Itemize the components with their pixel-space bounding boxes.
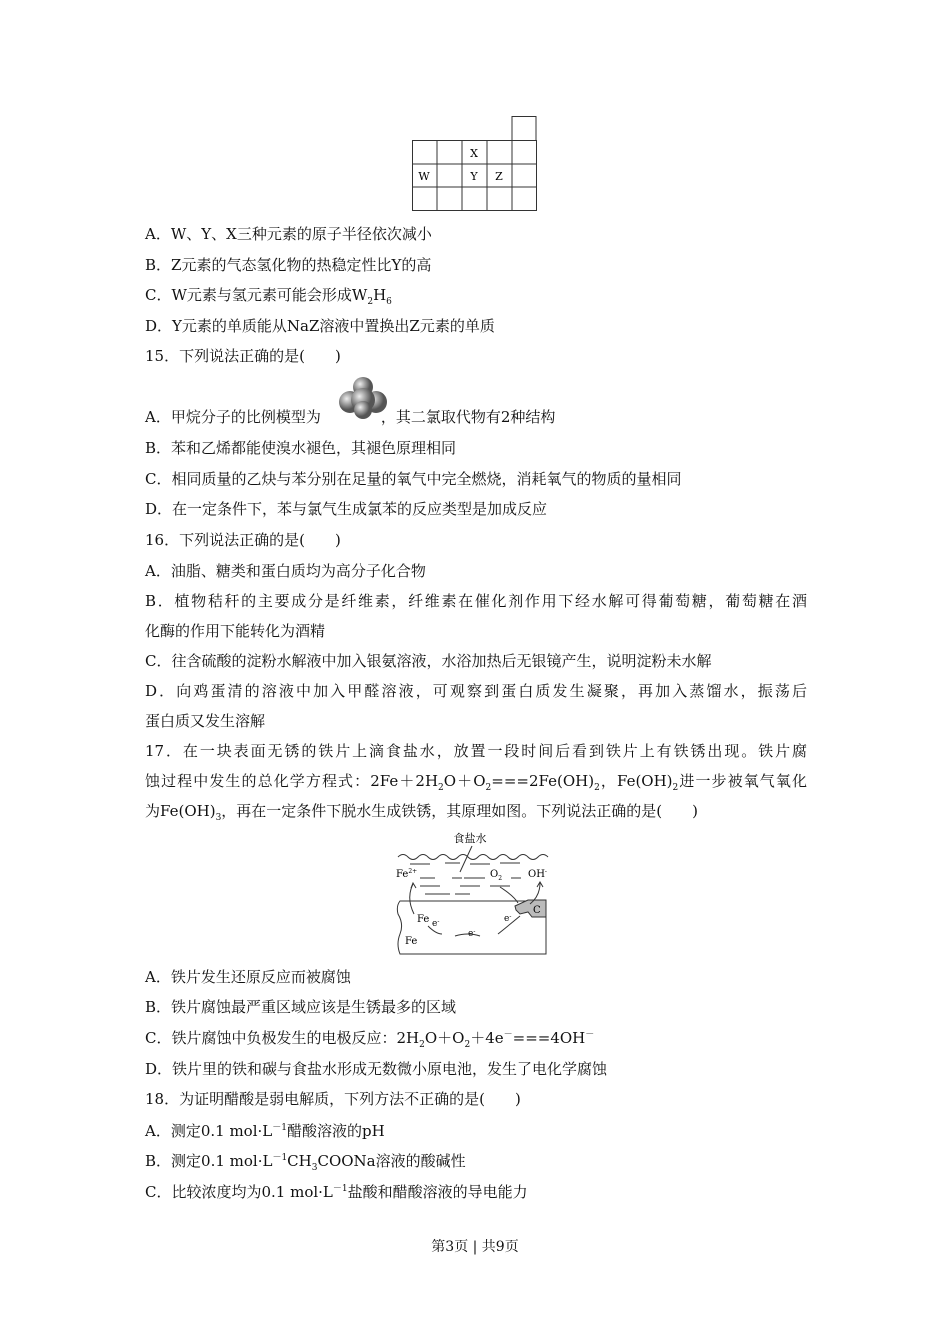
label-carbon: C (533, 905, 541, 916)
text-line (145, 741, 807, 761)
text-line (145, 651, 711, 671)
text-line (145, 1028, 594, 1048)
text-line (145, 997, 456, 1017)
text-line (145, 711, 265, 731)
text-segment: D．向鸡蛋清的溶液中加入甲醛溶液，可观察到蛋白质发生凝聚，再加入蒸馏水，振荡后 (145, 682, 807, 700)
text-line (145, 530, 341, 550)
text-segment: 16．下列说法正确的是( ) (145, 531, 341, 549)
text-segment: 2 (594, 783, 600, 793)
text-segment: D．Y元素的单质能从NaZ溶液中置换出Z元素的单质 (145, 317, 495, 335)
text-segment: ＋4e (470, 1029, 504, 1047)
text-segment: 3 (311, 1163, 318, 1173)
text-segment: 15．下列说法正确的是( ) (145, 347, 341, 365)
text-line (145, 1089, 521, 1109)
text-segment: C．相同质量的乙炔与苯分别在足量的氧气中完全燃烧，消耗氧气的物质的量相同 (145, 470, 682, 488)
text-line (145, 407, 555, 427)
text-segment: C．铁片腐蚀中负极发生的电极反应：2H (145, 1029, 420, 1047)
text-segment: B．苯和乙烯都能使溴水褪色，其褪色原理相同 (145, 439, 457, 457)
text-segment: B．测定0.1 mol·L (145, 1152, 273, 1170)
text-segment: 盐酸和醋酸溶液的导电能力 (347, 1183, 528, 1201)
text-segment: 为Fe(OH) (145, 802, 216, 820)
cell-x: X (470, 147, 478, 160)
text-segment: A．测定0.1 mol·L (145, 1122, 273, 1140)
text-segment: －1 (272, 1153, 288, 1163)
text-line (145, 1121, 385, 1141)
text-segment: － (503, 1030, 513, 1040)
cell-z: Z (495, 170, 503, 183)
cell-w: W (418, 170, 430, 183)
text-line (145, 591, 807, 611)
text-segment: B．Z元素的气态氢化物的热稳定性比Y的高 (145, 256, 432, 274)
text-line (145, 224, 432, 244)
text-line (145, 681, 807, 701)
text-segment: 2 (672, 783, 679, 793)
cell-y: Y (470, 170, 478, 183)
text-segment: 2 (485, 783, 492, 793)
text-segment: 蛋白质又发生溶解 (145, 712, 266, 730)
text-segment: 18．为证明醋酸是弱电解质，下列方法不正确的是( ) (145, 1090, 521, 1108)
text-segment: D．在一定条件下，苯与氯气生成氯苯的反应类型是加成反应 (145, 500, 548, 518)
text-segment: 2 (419, 1040, 425, 1050)
label-fe-anode: Fe (417, 914, 430, 925)
text-segment: O＋O (443, 772, 486, 790)
text-segment: ，Fe(OH) (599, 772, 673, 790)
text-segment: 17．在一块表面无锈的铁片上滴食盐水，放置一段时间后看到铁片上有铁锈出现。铁片腐 (145, 742, 807, 760)
text-line (145, 561, 426, 581)
text-line (145, 499, 547, 519)
text-segment: CH (287, 1152, 312, 1170)
text-segment: A．油脂、糖类和蛋白质均为高分子化合物 (145, 562, 426, 580)
label-electron-1: e- (432, 918, 440, 929)
periodic-table-fragment (412, 116, 542, 212)
text-segment: － (585, 1030, 595, 1040)
text-segment: 进一步被氧气氧化 (678, 772, 807, 790)
text-line (145, 255, 431, 275)
text-segment: 2 (438, 783, 444, 793)
text-line (145, 771, 807, 791)
text-segment: B．植物秸秆的主要成分是纤维素，纤维素在催化剂作用下经水解可得葡萄糖，葡萄糖在酒 (145, 592, 807, 610)
label-o2: $O_2$ (490, 869, 503, 882)
text-segment: 3 (215, 813, 222, 823)
text-segment: O＋O (424, 1029, 465, 1047)
text-line (145, 621, 325, 641)
text-segment: D．铁片里的铁和碳与食盐水形成无数微小原电池，发生了电化学腐蚀 (145, 1060, 608, 1078)
text-segment: C．W元素与氢元素可能会形成W (145, 286, 368, 304)
text-segment: 2 (367, 297, 374, 307)
label-electron-2: e- (468, 928, 476, 939)
text-segment: ===4OH (512, 1029, 586, 1047)
text-segment: ===2Fe(OH) (491, 772, 595, 790)
text-segment: 蚀过程中发生的总化学方程式：2Fe＋2H (145, 772, 439, 790)
text-segment: A．铁片发生还原反应而被腐蚀 (145, 968, 351, 986)
text-segment: H (373, 286, 387, 304)
text-segment: 2 (464, 1040, 471, 1050)
text-line (145, 967, 351, 987)
text-segment: －1 (332, 1184, 348, 1194)
text-line (145, 285, 392, 305)
label-fe2plus: $Fe^{2+}$ (396, 868, 418, 880)
text-segment: 6 (386, 297, 392, 307)
label-electron-3: e- (504, 913, 512, 924)
text-segment: C．往含硫酸的淀粉水解液中加入银氨溶液，水浴加热后无银镜产生，说明淀粉未水解 (145, 652, 712, 670)
text-line (145, 1059, 607, 1079)
text-segment: A．甲烷分子的比例模型为 ，其二氯取代物有2种结构 (145, 408, 556, 426)
label-salt-water: 食盐水 (453, 832, 487, 845)
text-segment: B．铁片腐蚀最严重区域应该是生锈最多的区域 (145, 998, 457, 1016)
text-segment: ，再在一定条件下脱水生成铁锈，其原理如图。下列说法正确的是( ) (221, 802, 699, 820)
text-line (145, 1182, 528, 1202)
text-line (145, 346, 341, 366)
label-oh: OH- (528, 868, 547, 880)
text-segment: 化酶的作用下能转化为酒精 (145, 622, 326, 640)
page-footer: 第3页 | 共9页 (431, 1239, 519, 1255)
text-line (145, 316, 495, 336)
text-line (145, 1151, 466, 1171)
text-line (145, 438, 456, 458)
text-line (145, 801, 698, 821)
label-fe-plate: Fe (405, 936, 418, 947)
text-line (145, 469, 681, 489)
corrosion-diagram (380, 826, 560, 958)
text-segment: －1 (272, 1123, 287, 1133)
text-segment: 醋酸溶液的pH (286, 1122, 385, 1140)
text-segment: C．比较浓度均为0.1 mol·L (145, 1183, 333, 1201)
text-segment: COONa溶液的酸碱性 (317, 1152, 466, 1170)
text-segment: A．W、Y、X三种元素的原子半径依次减小 (145, 225, 432, 243)
